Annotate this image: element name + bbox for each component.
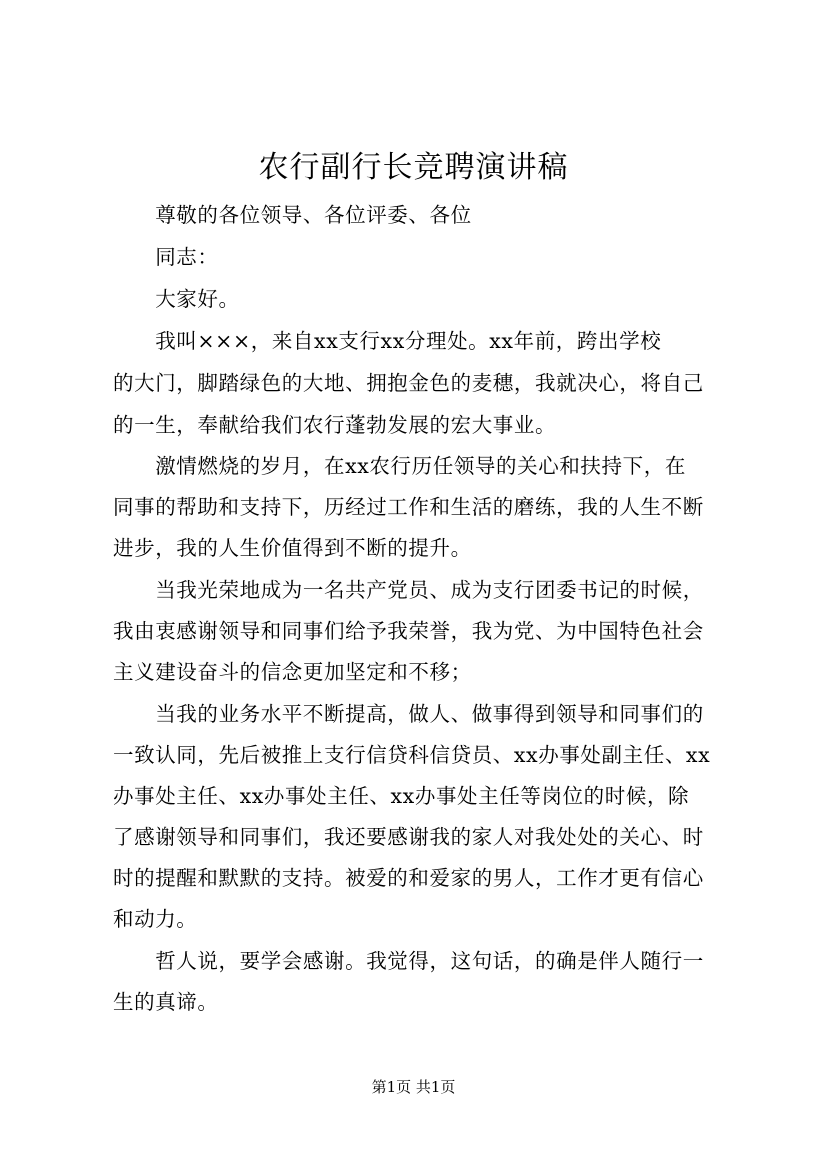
- body-line: 尊敬的各位领导、各位评委、各位: [113, 203, 472, 227]
- body-line: 进步，我的人生价值得到不断的提升。: [113, 536, 472, 560]
- body-line: 当我的业务水平不断提高，做人、做事得到领导和同事们的: [113, 702, 704, 726]
- body-line: 我由衷感谢领导和同事们给予我荣誉，我为党、为中国特色社会: [113, 619, 704, 643]
- body-line: 主义建设奋斗的信念更加坚定和不移；: [113, 660, 472, 684]
- body-line: 办事处主任、xx办事处主任、xx办事处主任等岗位的时候，除: [113, 784, 690, 808]
- body-line: 同志：: [113, 245, 219, 269]
- page-number-footer: 第1页 共1页: [371, 1078, 456, 1096]
- body-line: 激情燃烧的岁月，在xx农行历任领导的关心和扶持下，在: [113, 454, 686, 478]
- document-title: 农行副行长竞聘演讲稿: [258, 150, 569, 185]
- body-line: 我叫×××，来自xx支行xx分理处。xx年前，跨出学校: [113, 329, 662, 353]
- body-line: 时的提醒和默默的支持。被爱的和爱家的男人，工作才更有信心: [113, 866, 704, 890]
- body-line: 一致认同，先后被推上支行信贷科信贷员、xx办事处副主任、xx: [113, 743, 711, 767]
- body-line: 生的真谛。: [113, 990, 219, 1014]
- body-line: 当我光荣地成为一名共产党员、成为支行团委书记的时候，: [113, 578, 704, 602]
- body-line: 的一生，奉献给我们农行蓬勃发展的宏大事业。: [113, 413, 557, 437]
- body-line: 同事的帮助和支持下，历经过工作和生活的磨练，我的人生不断: [113, 495, 704, 519]
- body-line: 了感谢领导和同事们，我还要感谢我的家人对我处处的关心、时: [113, 825, 704, 849]
- body-line: 的大门，脚踏绿色的大地、拥抱金色的麦穗，我就决心，将自己: [113, 371, 704, 395]
- body-line: 大家好。: [113, 287, 240, 311]
- body-line: 哲人说，要学会感谢。我觉得，这句话，的确是伴人随行一: [113, 949, 704, 973]
- body-line: 和动力。: [113, 907, 198, 931]
